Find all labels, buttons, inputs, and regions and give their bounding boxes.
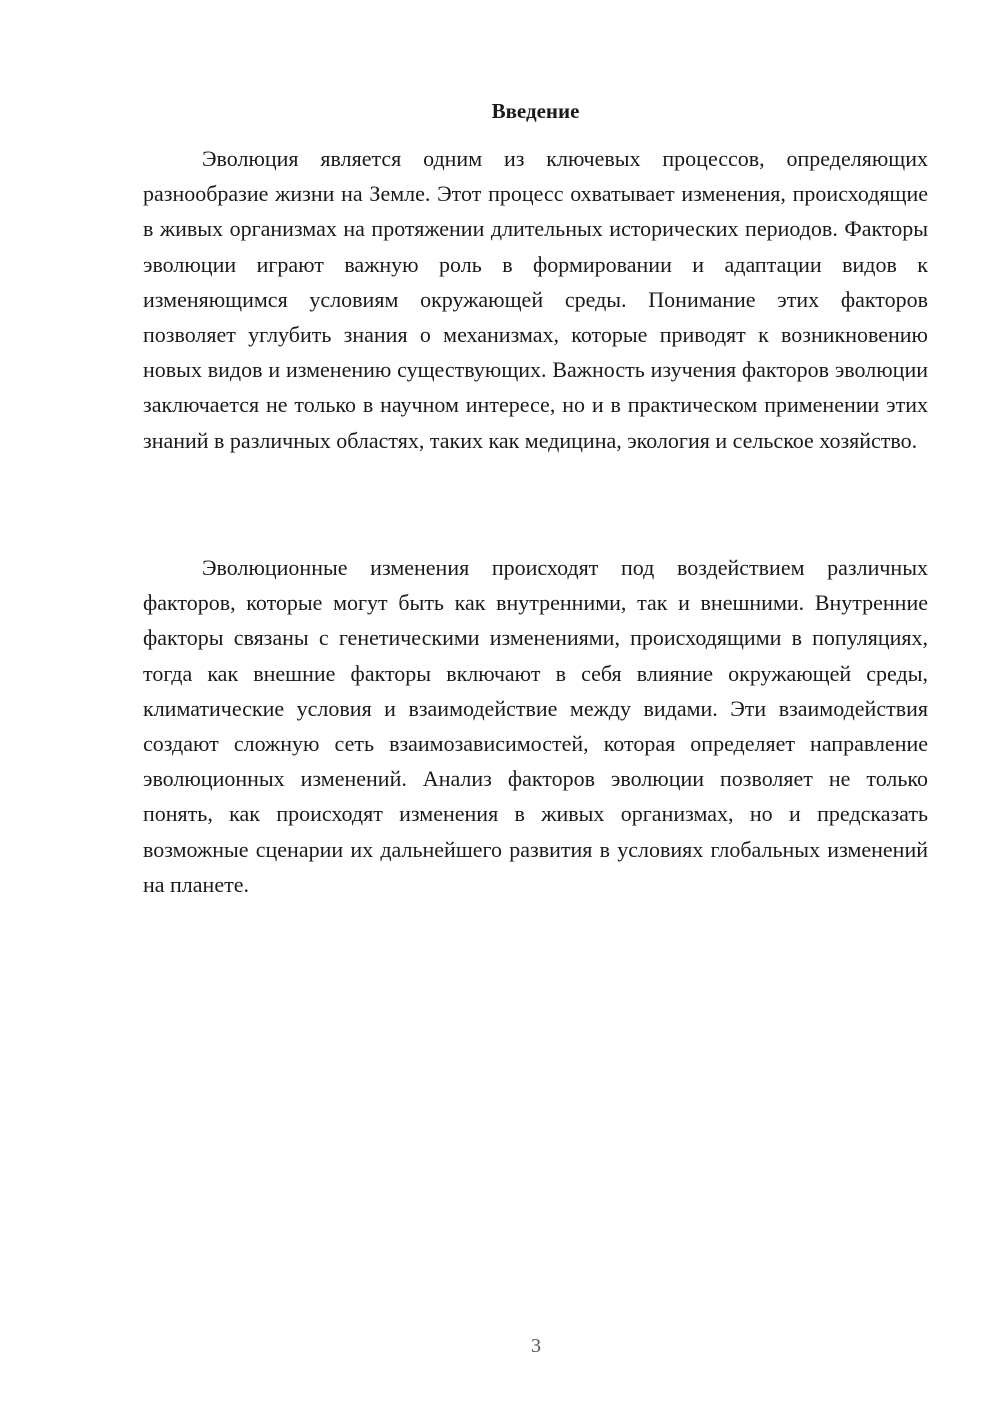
- paragraph-1: Эволюция является одним из ключевых процессов, определяющих разнообразие жизни на Земле. Этот процесс охватывает изменения, происходящие в живых организмах на протяжении длительных исторических периодов. Факторы эволюции играют важную роль в формировании и адаптации видов к изменяющимся условиям окружающей среды. Понимание этих факторов позволяет углубить знания о механизмах, которые приводят к возникновению новых видов и изменению существующих. Важность изучения факторов эволюции заключается не только в научном интересе, но и в практическом применении этих знаний в различных областях, таких как медицина, экология и сельское хозяйство.: [143, 146, 928, 453]
- paragraph-2: Эволюционные изменения происходят под воздействием различных факторов, которые могут быть как внутренними, так и внешними. Внутренние факторы связаны с генетическими изменениями, происходящими в популяциях, тогда как внешние факторы включают в себя влияние окружающей среды, климатические условия и взаимодействие между видами. Эти взаимодействия создают сложную сеть взаимозависимостей, которая определяет направление эволюционных изменений. Анализ факторов эволюции позволяет не только понять, как происходят изменения в живых организмах, но и предсказать возможные сценарии их дальнейшего развития в условиях глобальных изменений на планете.: [143, 555, 928, 897]
- section-heading: Введение: [491, 99, 580, 123]
- page-number: 3: [531, 1335, 541, 1357]
